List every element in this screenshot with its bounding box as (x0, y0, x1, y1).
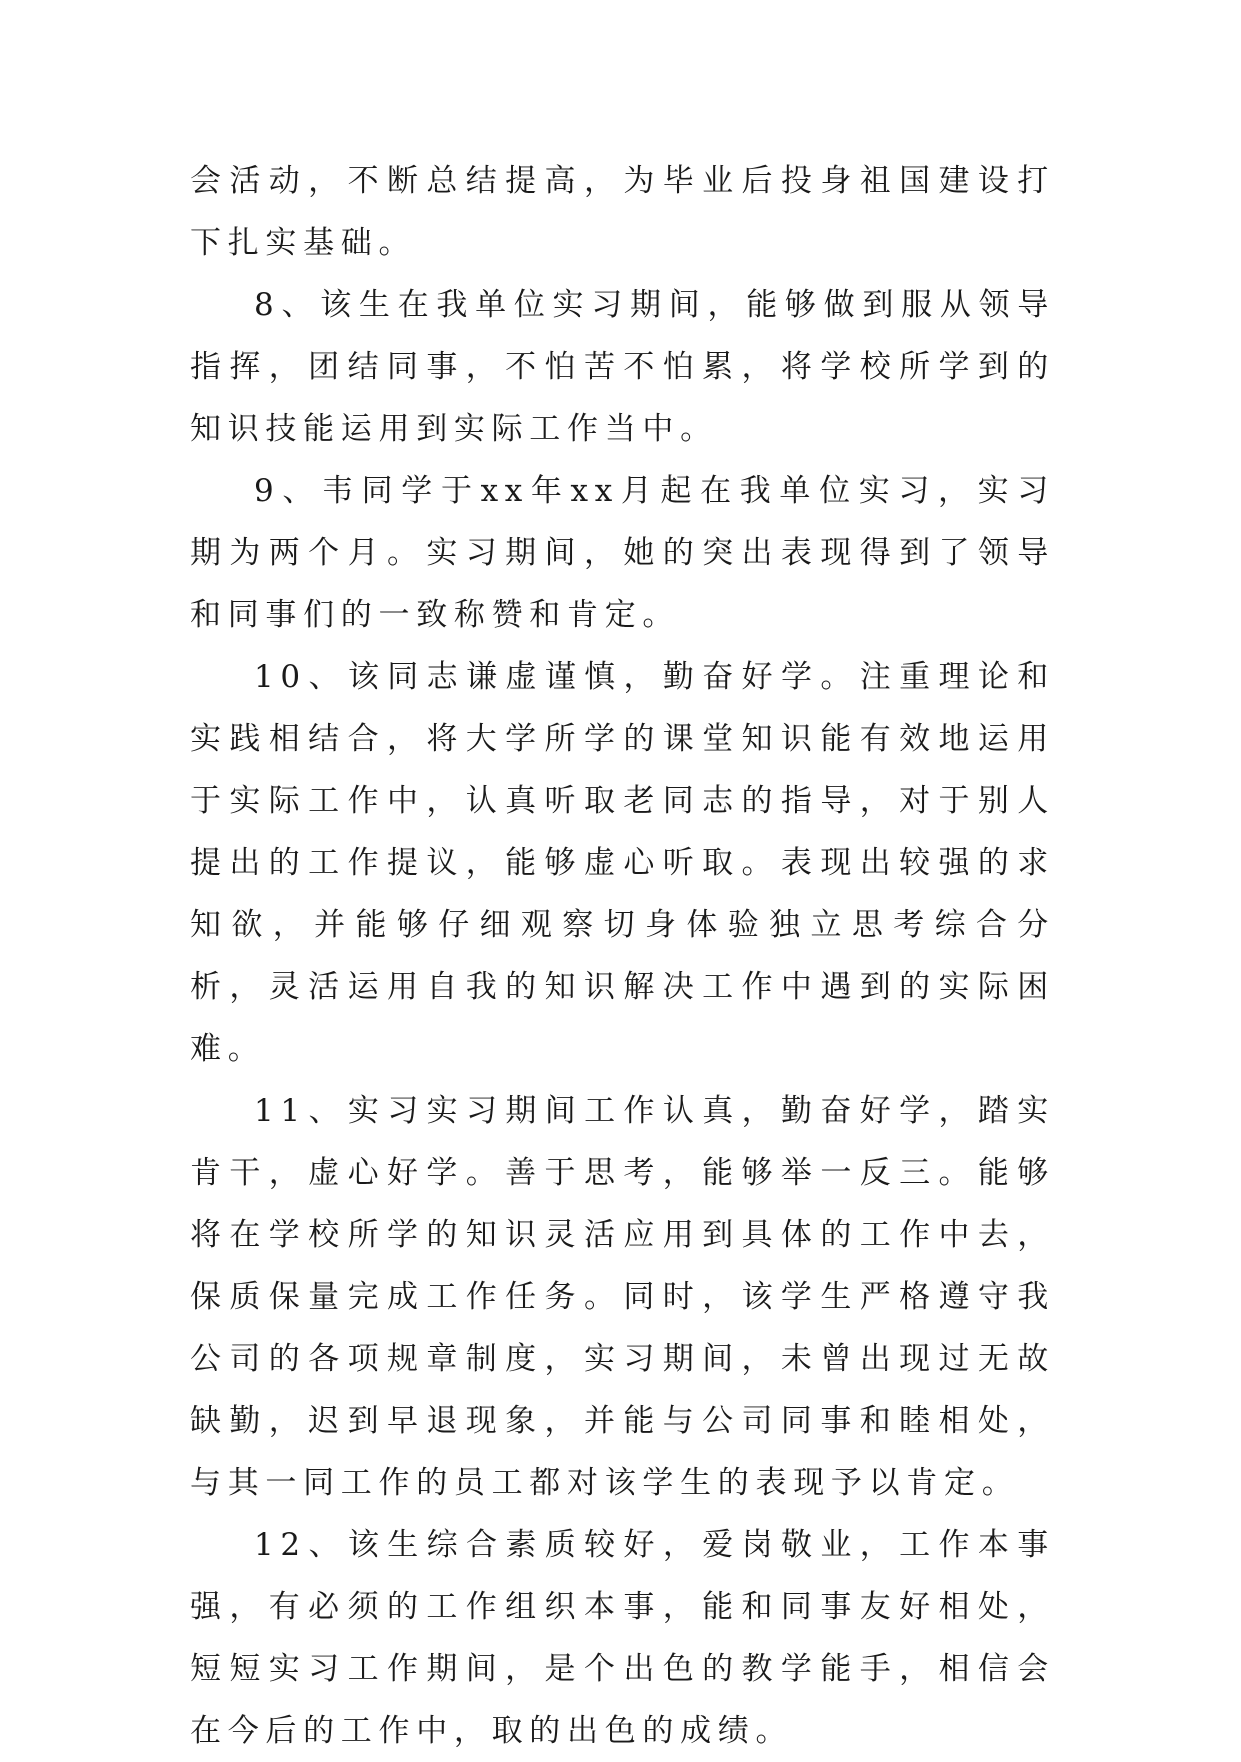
document-page (190, 150, 1055, 1762)
paragraph-10: 10、该同志谦虚谨慎，勤奋好学。注重理论和实践相结合，将大学所学的课堂知识能有效地运用于实际工作中，认真听取老同志的指导，对于别人提出的工作提议，能够虚心听取。表现出较强的求知欲，并能够仔细观察切身体验独立思考综合分析，灵活运用自我的知识解决工作中遇到的实际困难。 (190, 659, 1055, 1067)
paragraph-12: 12、该生综合素质较好，爱岗敬业，工作本事强，有必须的工作组织本事，能和同事友好相处，短短实习工作期间，是个出色的教学能手，相信会在今后的工作中，取的出色的成绩。 (190, 1527, 1055, 1749)
paragraph-7-continuation: 会活动，不断总结提高，为毕业后投身祖国建设打下扎实基础。 (190, 163, 1055, 261)
paragraph-9: 9、韦同学于xx年xx月起在我单位实习，实习期为两个月。实习期间，她的突出表现得到了领导和同事们的一致称赞和肯定。 (190, 473, 1055, 633)
paragraph-11: 11、实习实习期间工作认真，勤奋好学，踏实肯干，虚心好学。善于思考，能够举一反三。能够将在学校所学的知识灵活应用到具体的工作中去，保质保量完成工作任务。同时，该学生严格遵守我公司的各项规章制度，实习期间，未曾出现过无故缺勤，迟到早退现象，并能与公司同事和睦相处，与其一同工作的员工都对该学生的表现予以肯定。 (190, 1093, 1055, 1501)
paragraph-8: 8、该生在我单位实习期间，能够做到服从领导指挥，团结同事，不怕苦不怕累，将学校所学到的知识技能运用到实际工作当中。 (190, 287, 1055, 447)
